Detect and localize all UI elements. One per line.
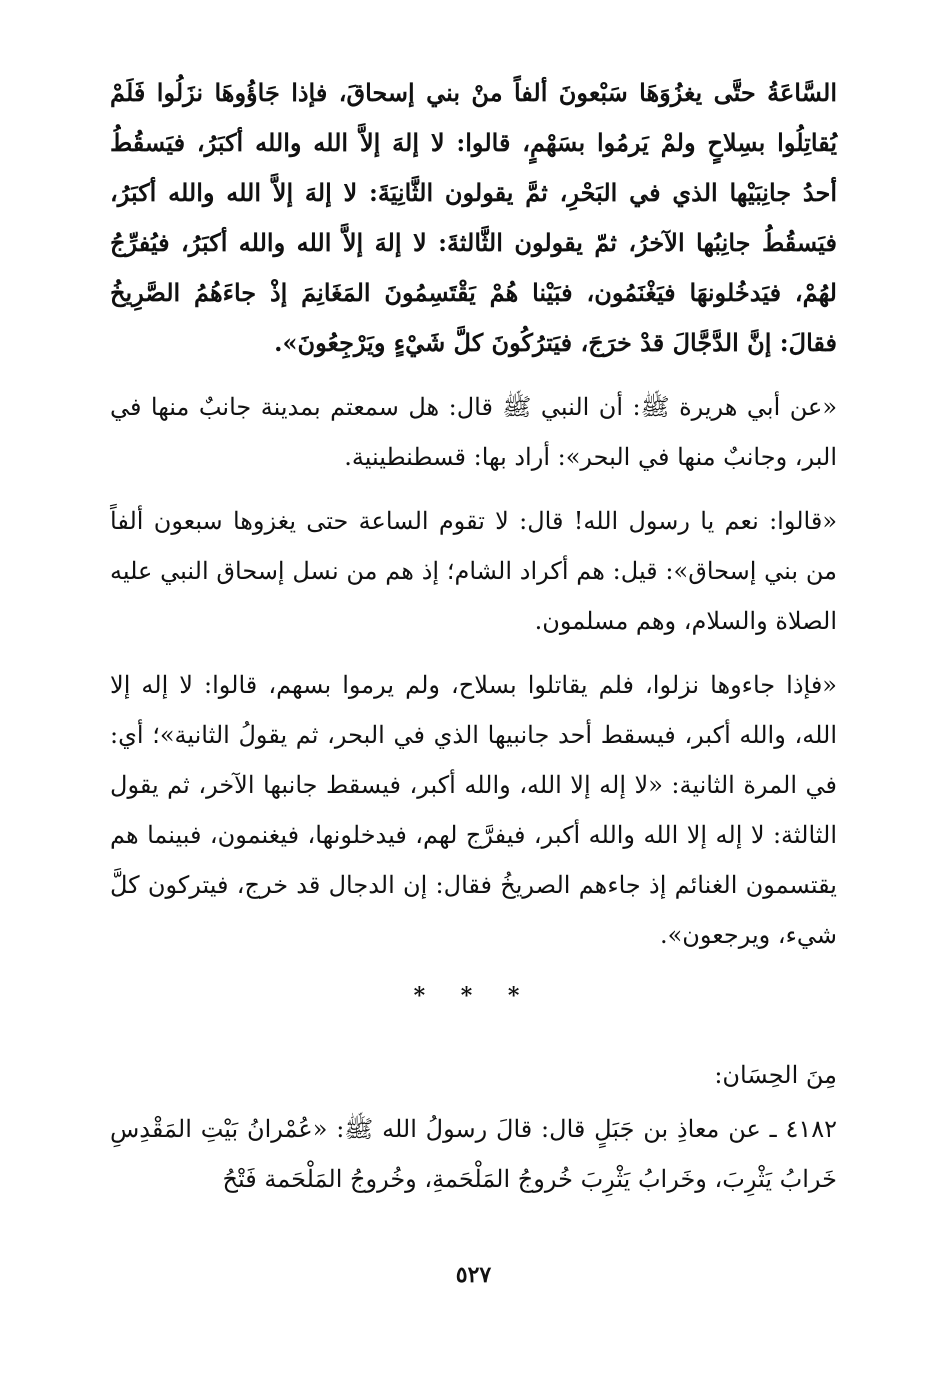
paragraph-2 bbox=[110, 382, 837, 482]
section-separator: * * * bbox=[413, 983, 534, 1009]
paragraph-1-text: السَّاعَةُ حتَّى يغزُوَهَا سَبْعونَ ألفاً منْ بني إسحاقَ، فإذا جَاؤُوهَا نزَلُوا فَلَمْ يُقاتِلُوا بسِلاحٍ ولمْ يَرمُوا بسَهْمٍ، قالوا: لا إلهَ إلاَّ الله والله أكبَرُ، فيَسقُطُ أحدُ جانِبَيْها الذي في البَحْرِ، ثمَّ يقولون الثَّانِيَةَ: لا إلهَ إلاَّ الله والله أكبَرُ، فيَسقُطُ جانِبُها الآخرُ، ثمّ يقولون الثَّالثةَ: لا إلهَ إلاَّ الله والله أكبَرُ، فيُفرِّجُ لهُمْ، فيَدخُلونهَا فيَغْنَمُون، فبَيْنا هُمْ يَقْتَسِمُونَ المَغَانِمَ إذْ جاءَهُمُ الصَّرِيخُ فقالَ: إنَّ الدَّجَّالَ قدْ خرَجَ، فيَترُكُونَ كلَّ شَيْءٍ ويَرْجِعُونَ». bbox=[110, 78, 837, 357]
hadith-paragraph bbox=[110, 1104, 837, 1204]
paragraph-2-text: «عن أبي هريرة ﷺ: أن النبي ﷺ قال: هل سمعتم بمدينة جانبٌ منها في البر، وجانبٌ منها في البحر»: أراد بها: قسطنطينية. bbox=[110, 393, 837, 471]
page-body bbox=[110, 68, 837, 1218]
page-number: ٥٢٧ bbox=[455, 1262, 492, 1288]
paragraph-4 bbox=[110, 660, 837, 960]
hadith-paragraph-text: ٤١٨٢ ـ عن معاذِ بن جَبَلٍ قال: قالَ رسولُ الله ﷺ: «عُمْرانُ بَيْتِ المَقْدِسِ خَرابُ يَثْرِبَ، وخَرابُ يَثْرِبَ خُروجُ المَلْحَمةِ، وخُروجُ المَلْحَمة فَتْحُ bbox=[110, 1115, 837, 1193]
paragraph-3 bbox=[110, 496, 837, 646]
paragraph-1 bbox=[110, 68, 837, 368]
paragraph-3-text: «قالوا: نعم يا رسول الله! قال: لا تقوم الساعة حتى يغزوها سبعون ألفاً من بني إسحاق»: قيل: هم أكراد الشام؛ إذ هم من نسل إسحاق النبي عليه الصلاة والسلام، وهم مسلمون. bbox=[110, 507, 838, 635]
section-heading: مِنَ الحِسَان: bbox=[714, 1061, 837, 1089]
paragraph-4-text: «فإذا جاءوها نزلوا، فلم يقاتلوا بسلاح، ولم يرموا بسهم، قالوا: لا إله إلا الله، والله أكبر، فيسقط أحد جانبيها الذي في البحر، ثم يقولُ الثانية»؛ أي: في المرة الثانية: «لا إله إلا الله، والله أكبر، فيسقط جانبها الآخر، ثم يقول الثالثة: لا إله إلا الله والله أكبر، فيفرَّج لهم، فيدخلونها، فيغنمون، فبينما هم يقتسمون الغنائم إذ جاءهم الصريخُ فقال: إن الدجال قد خرج، فيتركون كلَّ شيء، ويرجعون». bbox=[110, 671, 837, 949]
